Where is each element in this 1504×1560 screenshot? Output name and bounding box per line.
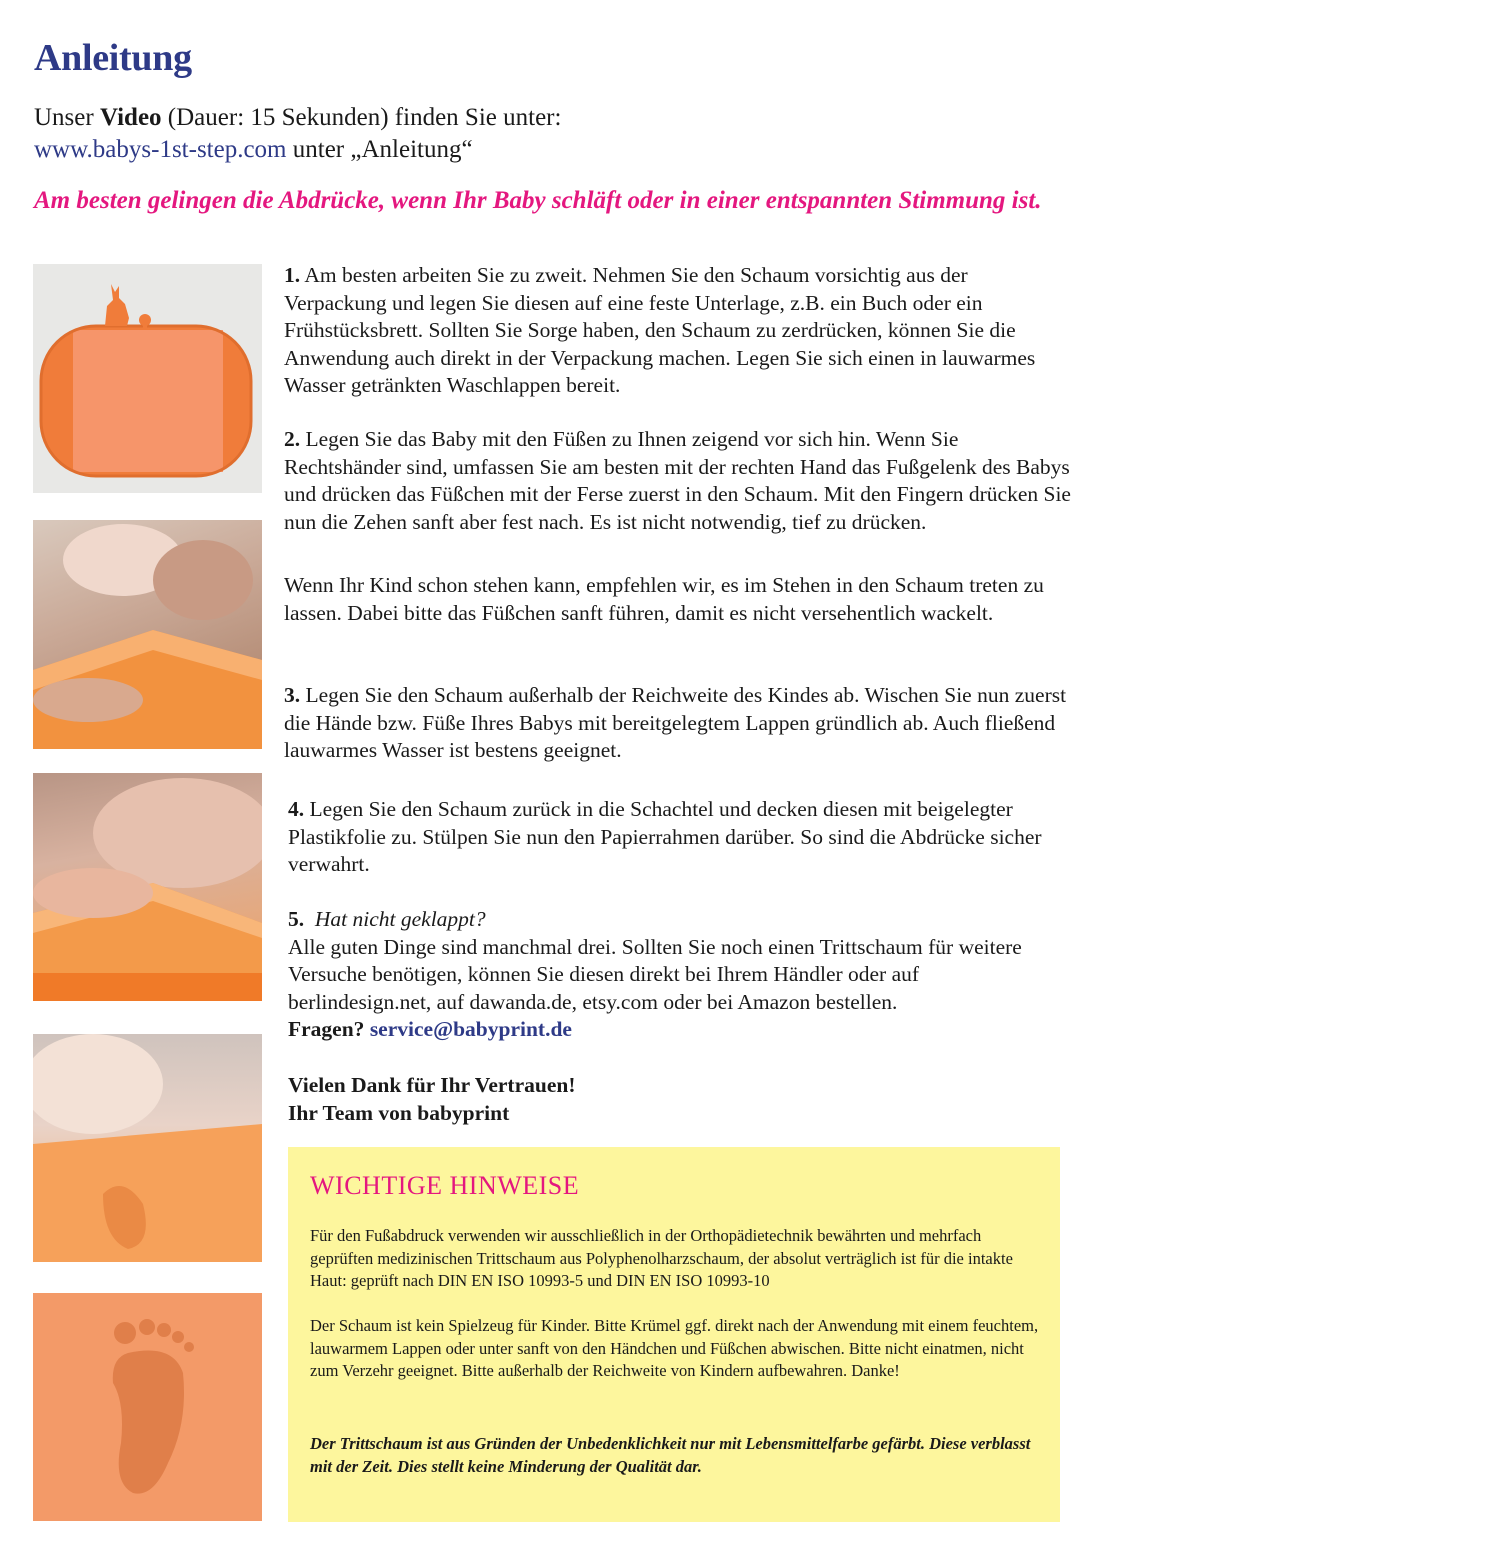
questions-line bbox=[288, 1016, 1058, 1044]
footprint-photo bbox=[33, 1293, 262, 1521]
step-5 bbox=[288, 906, 1058, 1044]
video-prefix: Unser bbox=[34, 104, 100, 131]
step-2 bbox=[284, 426, 1074, 536]
notice-paragraph-3: Der Trittschaum ist aus Gründen der Unbedenklichkeit nur mit Lebensmittelfarbe gefärbt. Diese verblasst mit der Zeit. Dies stellt keine Minderung der Qualität dar. bbox=[310, 1434, 1031, 1476]
important-notes-title: WICHTIGE HINWEISE bbox=[310, 1171, 580, 1200]
step-5-number: 5. bbox=[288, 907, 305, 931]
thanks-line-2: Ihr Team von babyprint bbox=[288, 1100, 510, 1125]
video-suffix: (Dauer: 15 Sekunden) finden Sie unter: bbox=[161, 104, 562, 131]
lifting-foot-photo bbox=[33, 1034, 262, 1262]
step-2-standing-text: Wenn Ihr Kind schon stehen kann, empfehlen wir, es im Stehen in den Schaum treten zu lassen. Dabei bitte das Füßchen sanft führen, damit es nicht versehentlich wackelt. bbox=[284, 573, 1044, 625]
step-4-text: Legen Sie den Schaum zurück in die Schachtel und decken diesen mit beigelegter Plastikfolie zu. Stülpen Sie nun den Papierrahmen darüber. So sind die Abdrücke sicher verwahrt. bbox=[288, 797, 1042, 876]
foam-box-photo bbox=[33, 264, 262, 493]
step-2-text: Legen Sie das Baby mit den Füßen zu Ihnen zeigend vor sich hin. Wenn Sie Rechtshänder sind, umfassen Sie am besten mit der rechten Hand das Fußgelenk des Babys und drücken das Füßchen mit der Ferse zuerst in den Schaum. Mit den Fingern drücken Sie nun die Zehen sanft aber fest nach. Es ist nicht notwendig, tief zu drücken. bbox=[284, 427, 1071, 534]
baby-foot-photo bbox=[33, 520, 262, 749]
step-4-number: 4. bbox=[288, 797, 305, 821]
page-title: Anleitung bbox=[34, 37, 192, 79]
questions-label: Fragen? bbox=[288, 1017, 370, 1041]
step-5-text: Alle guten Dinge sind manchmal drei. Sollten Sie noch einen Trittschaum für weitere Versuche benötigen, können Sie diesen direkt bei Ihrem Händler oder auf berlindesign.net, auf dawanda.de, etsy.com oder bei Amazon bestellen. bbox=[288, 934, 1022, 1014]
thanks-line-1: Vielen Dank für Ihr Vertrauen! bbox=[288, 1073, 576, 1097]
step-1-text: Am besten arbeiten Sie zu zweit. Nehmen Sie den Schaum vorsichtig aus der Verpackung und legen Sie diesen auf eine feste Unterlage, z.B. ein Buch oder ein Frühstücksbrett. Sollten Sie Sorge haben, den Schaum zu zerdrücken, können Sie die Anwendung auch direkt in der Verpackung machen. Legen Sie sich einen in lauwarmes Wasser getränkten Waschlappen bereit. bbox=[284, 263, 1036, 397]
important-notes-box bbox=[288, 1147, 1060, 1522]
step-4 bbox=[288, 796, 1048, 879]
step-1-number: 1. bbox=[284, 263, 301, 287]
tagline: Am besten gelingen die Abdrücke, wenn Ihr Baby schläft oder in einer entspannten Stimmung ist. bbox=[34, 187, 1042, 214]
step-3-text: Legen Sie den Schaum außerhalb der Reichweite des Kindes ab. Wischen Sie nun zuerst die Hände bzw. Füße Ihres Babys mit bereitgelegtem Lappen gründlich ab. Auch fließend lauwarmes Wasser ist bestens geeignet. bbox=[284, 683, 1067, 762]
video-url-link[interactable]: www.babys-1st-step.com bbox=[34, 136, 287, 163]
video-bold: Video bbox=[99, 104, 162, 131]
step-3-number: 3. bbox=[284, 683, 301, 707]
step-3 bbox=[284, 682, 1074, 765]
step-1 bbox=[284, 262, 1074, 400]
thanks-block bbox=[288, 1072, 575, 1127]
step-2-standing bbox=[284, 572, 1074, 627]
video-url-suffix: unter „Anleitung“ bbox=[286, 136, 473, 163]
notice-paragraph-2: Der Schaum ist kein Spielzeug für Kinder. Bitte Krümel ggf. direkt nach der Anwendung mit einem feuchtem, lauwarmem Lappen oder unter sanft von den Händchen und Füßchen abwischen. Bitte nicht einatmen, nicht zum Verzehr geeignet. Bitte außerhalb der Reichweite von Kindern aufbewahren. Danke! bbox=[310, 1316, 1039, 1380]
step-2-number: 2. bbox=[284, 427, 301, 451]
step-5-heading: Hat nicht geklappt? bbox=[314, 907, 486, 931]
notice-paragraph-1: Für den Fußabdruck verwenden wir ausschließlich in der Orthopädietechnik bewährten und mehrfach geprüften medizinischen Trittschaum aus Polyphenolharzschaum, der absolut verträglich ist für die intakte Haut: geprüft nach DIN EN ISO 10993-5 und DIN EN ISO 10993-10 bbox=[310, 1226, 1013, 1290]
video-info bbox=[34, 102, 1074, 166]
pressing-foot-photo bbox=[33, 773, 262, 1001]
service-email-link[interactable]: service@babyprint.de bbox=[369, 1017, 572, 1041]
